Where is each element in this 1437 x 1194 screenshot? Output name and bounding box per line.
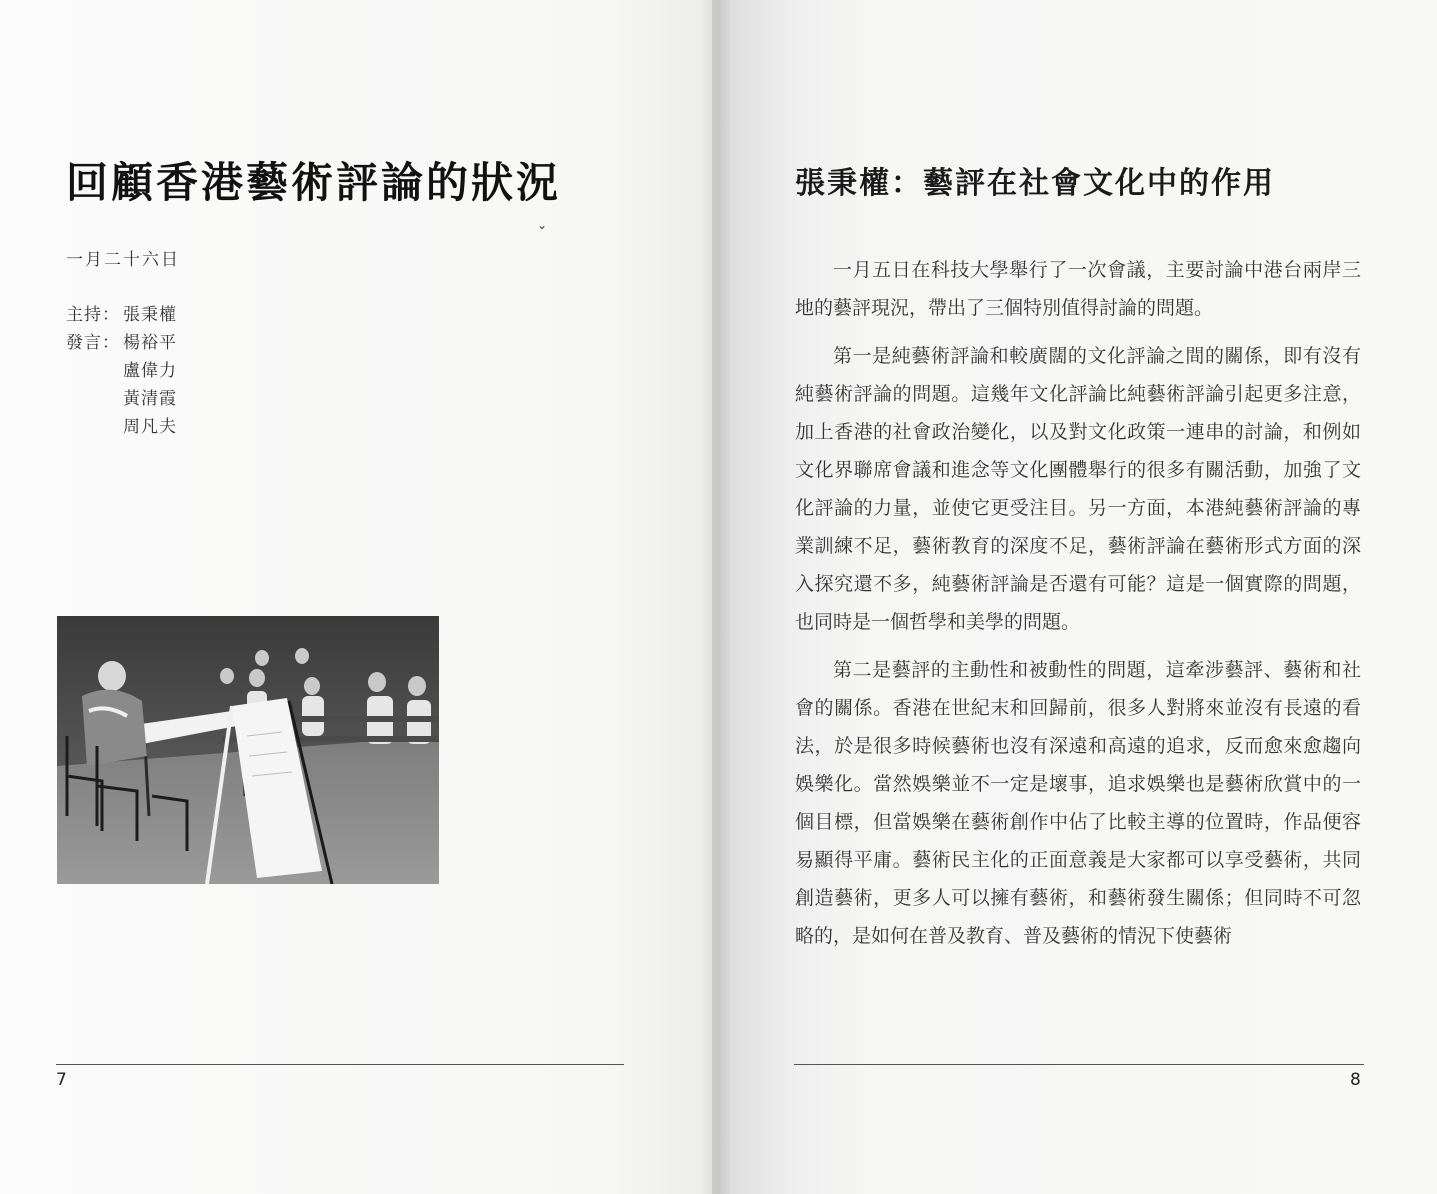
seminar-photo [57, 616, 439, 884]
speakers-label: 發言： [66, 333, 120, 353]
article-title: 回顧香港藝術評論的狀況 [66, 158, 562, 207]
footer-rule [56, 1064, 624, 1065]
seminar-photo-image [57, 616, 439, 884]
speaker-name: 楊裕平 [123, 333, 177, 353]
page-number: 8 [1350, 1070, 1361, 1090]
speaker-name: 周凡夫 [123, 417, 177, 437]
body-paragraph: 一月五日在科技大學舉行了一次會議，主要討論中港台兩岸三地的藝評現況，帶出了三個特別值得討論的問題。 [795, 259, 1361, 319]
speaker-name: 盧偉力 [123, 361, 177, 381]
article-body [795, 251, 1361, 965]
panel-credits [66, 301, 177, 441]
speakers-row [66, 329, 177, 441]
book-gutter-shadow [700, 0, 730, 1194]
title-mark: ⌄ [537, 218, 548, 232]
moderator-row [66, 301, 177, 329]
body-paragraph: 第二是藝評的主動性和被動性的問題，這牽涉藝評、藝術和社會的關係。香港在世紀末和回歸前，很多人對將來並沒有長遠的看法，於是很多時候藝術也沒有深遠和高遠的追求，反而愈來愈趨向娛樂化。當然娛樂並不一定是壞事，追求娛樂也是藝術欣賞中的一個目標，但當娛樂在藝術創作中佔了比較主導的位置時，作品便容易顯得平庸。藝術民主化的正面意義是大家都可以享受藝術，共同創造藝術，更多人可以擁有藝術，和藝術發生關係；但同時不可忽略的，是如何在普及教育、普及藝術的情況下使藝術 [795, 659, 1361, 947]
page-number: 7 [56, 1070, 67, 1090]
moderator-name: 張秉權 [123, 305, 177, 325]
section-title: 張秉權：藝評在社會文化中的作用 [795, 166, 1275, 201]
footer-rule [794, 1064, 1364, 1065]
speaker-name: 黃清霞 [123, 389, 177, 409]
body-paragraph: 第一是純藝術評論和較廣闊的文化評論之間的關係，即有沒有純藝術評論的問題。這幾年文化評論比純藝術評論引起更多注意，加上香港的社會政治變化，以及對文化政策一連串的討論，和例如文化界聯席會議和進念等文化團體舉行的很多有關活動，加強了文化評論的力量，並使它更受注目。另一方面，本港純藝術評論的專業訓練不足，藝術教育的深度不足，藝術評論在藝術形式方面的深入探究還不多，純藝術評論是否還有可能？這是一個實際的問題，也同時是一個哲學和美學的問題。 [795, 345, 1361, 633]
event-date: 一月二十六日 [66, 250, 180, 270]
speaker-list [123, 329, 177, 441]
left-page [0, 0, 712, 1194]
moderator-label: 主持： [66, 305, 120, 325]
